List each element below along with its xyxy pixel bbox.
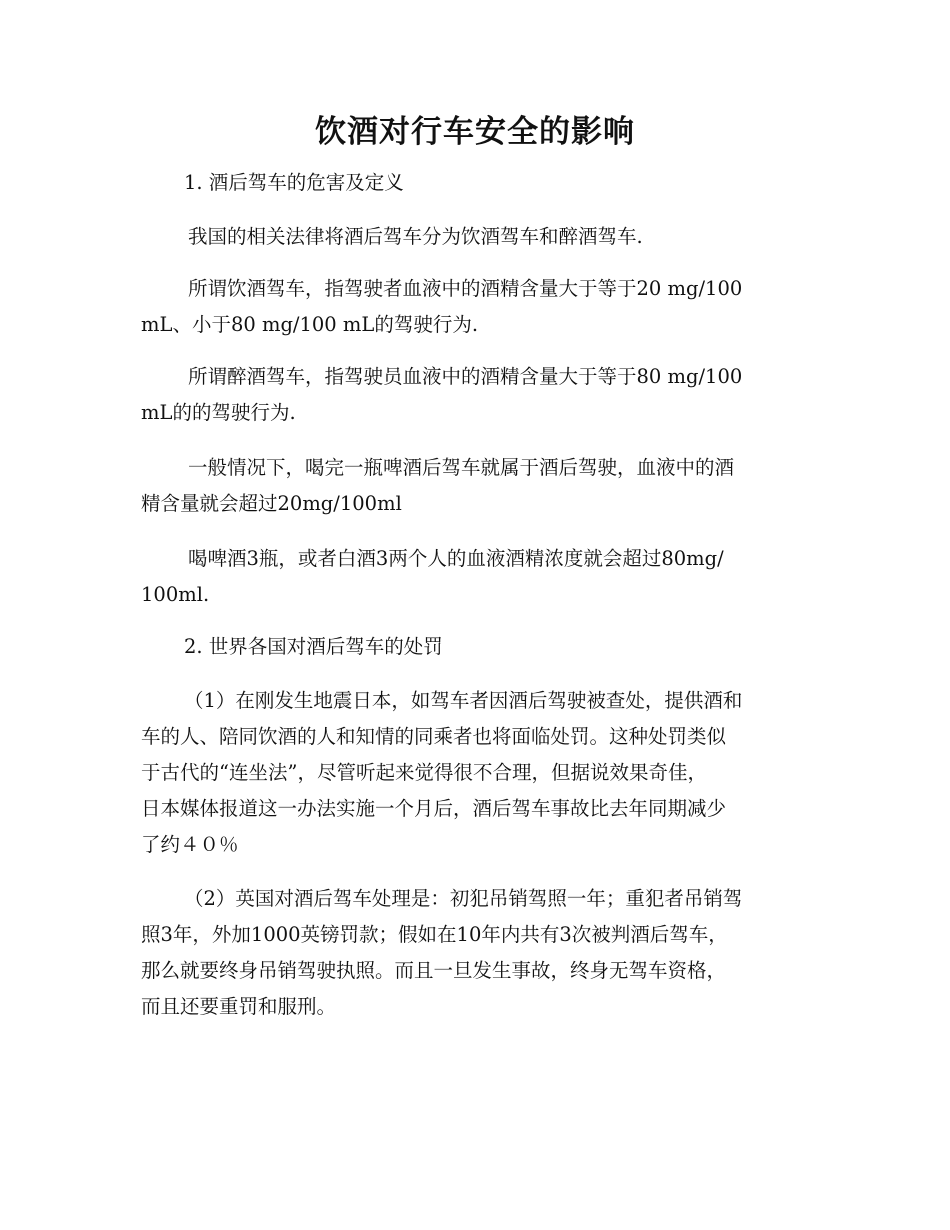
section-heading-1 <box>141 165 803 201</box>
paragraph-line: 日本媒体报道这一办法实施一个月后，酒后驾车事故比去年同期减少 <box>141 797 727 820</box>
paragraph-line: 于古代的“连坐法”，尽管听起来觉得很不合理，但据说效果奇佳， <box>141 761 707 784</box>
paragraph-line: 100ml. <box>141 583 210 606</box>
paragraph-line: 照3年，外加1000英镑罚款；假如在10年内共有3次被判酒后驾车， <box>141 923 728 946</box>
paragraph-line: 所谓饮酒驾车，指驾驶者血液中的酒精含量大于等于20 mg/100 <box>188 277 743 300</box>
paragraph-line: mL、小于80 mg/100 mL的驾驶行为. <box>141 313 479 336</box>
paragraph-line: 那么就要终身吊销驾驶执照。而且一旦发生事故，终身无驾车资格， <box>141 959 727 982</box>
paragraph-line: 车的人、陪同饮酒的人和知情的同乘者也将面临处罚。这种处罚类似 <box>141 725 727 748</box>
paragraph-line: 喝啤酒3瓶，或者白酒3两个人的血液酒精浓度就会超过80mg/ <box>188 547 724 570</box>
section-heading-2 <box>141 629 803 665</box>
paragraph-one-bottle-beer <box>141 450 803 522</box>
paragraph-line: 了约４０％ <box>141 833 239 856</box>
paragraph-uk-penalty <box>141 881 803 1025</box>
section-heading-text: 1. 酒后驾车的危害及定义 <box>184 171 404 194</box>
paragraph-line: （2）英国对酒后驾车处理是：初犯吊销驾照一年；重犯者吊销驾 <box>184 887 743 910</box>
paragraph-line: （1）在刚发生地震日本，如驾车者因酒后驾驶被查处，提供酒和 <box>184 689 743 712</box>
paragraph-drink-driving-definition <box>141 271 803 343</box>
paragraph-line: 我国的相关法律将酒后驾车分为饮酒驾车和醉酒驾车. <box>188 225 643 248</box>
paragraph-line: mL的的驾驶行为. <box>141 401 296 424</box>
paragraph-line: 所谓醉酒驾车，指驾驶员血液中的酒精含量大于等于80 mg/100 <box>188 365 743 388</box>
paragraph-japan-penalty <box>141 683 803 863</box>
paragraph-line: 而且还要重罚和服刑。 <box>141 995 337 1018</box>
paragraph-drunk-driving-definition <box>141 359 803 431</box>
section-heading-text: 2. 世界各国对酒后驾车的处罚 <box>184 635 443 658</box>
paragraph-three-bottles-beer <box>141 541 803 613</box>
document-title: 饮酒对行车安全的影响 <box>315 114 635 150</box>
paragraph-line: 一般情况下，喝完一瓶啤酒后驾车就属于酒后驾驶，血液中的酒 <box>188 456 735 479</box>
paragraph-legal-classification <box>141 219 803 255</box>
paragraph-line: 精含量就会超过20mg/100ml <box>141 492 402 515</box>
